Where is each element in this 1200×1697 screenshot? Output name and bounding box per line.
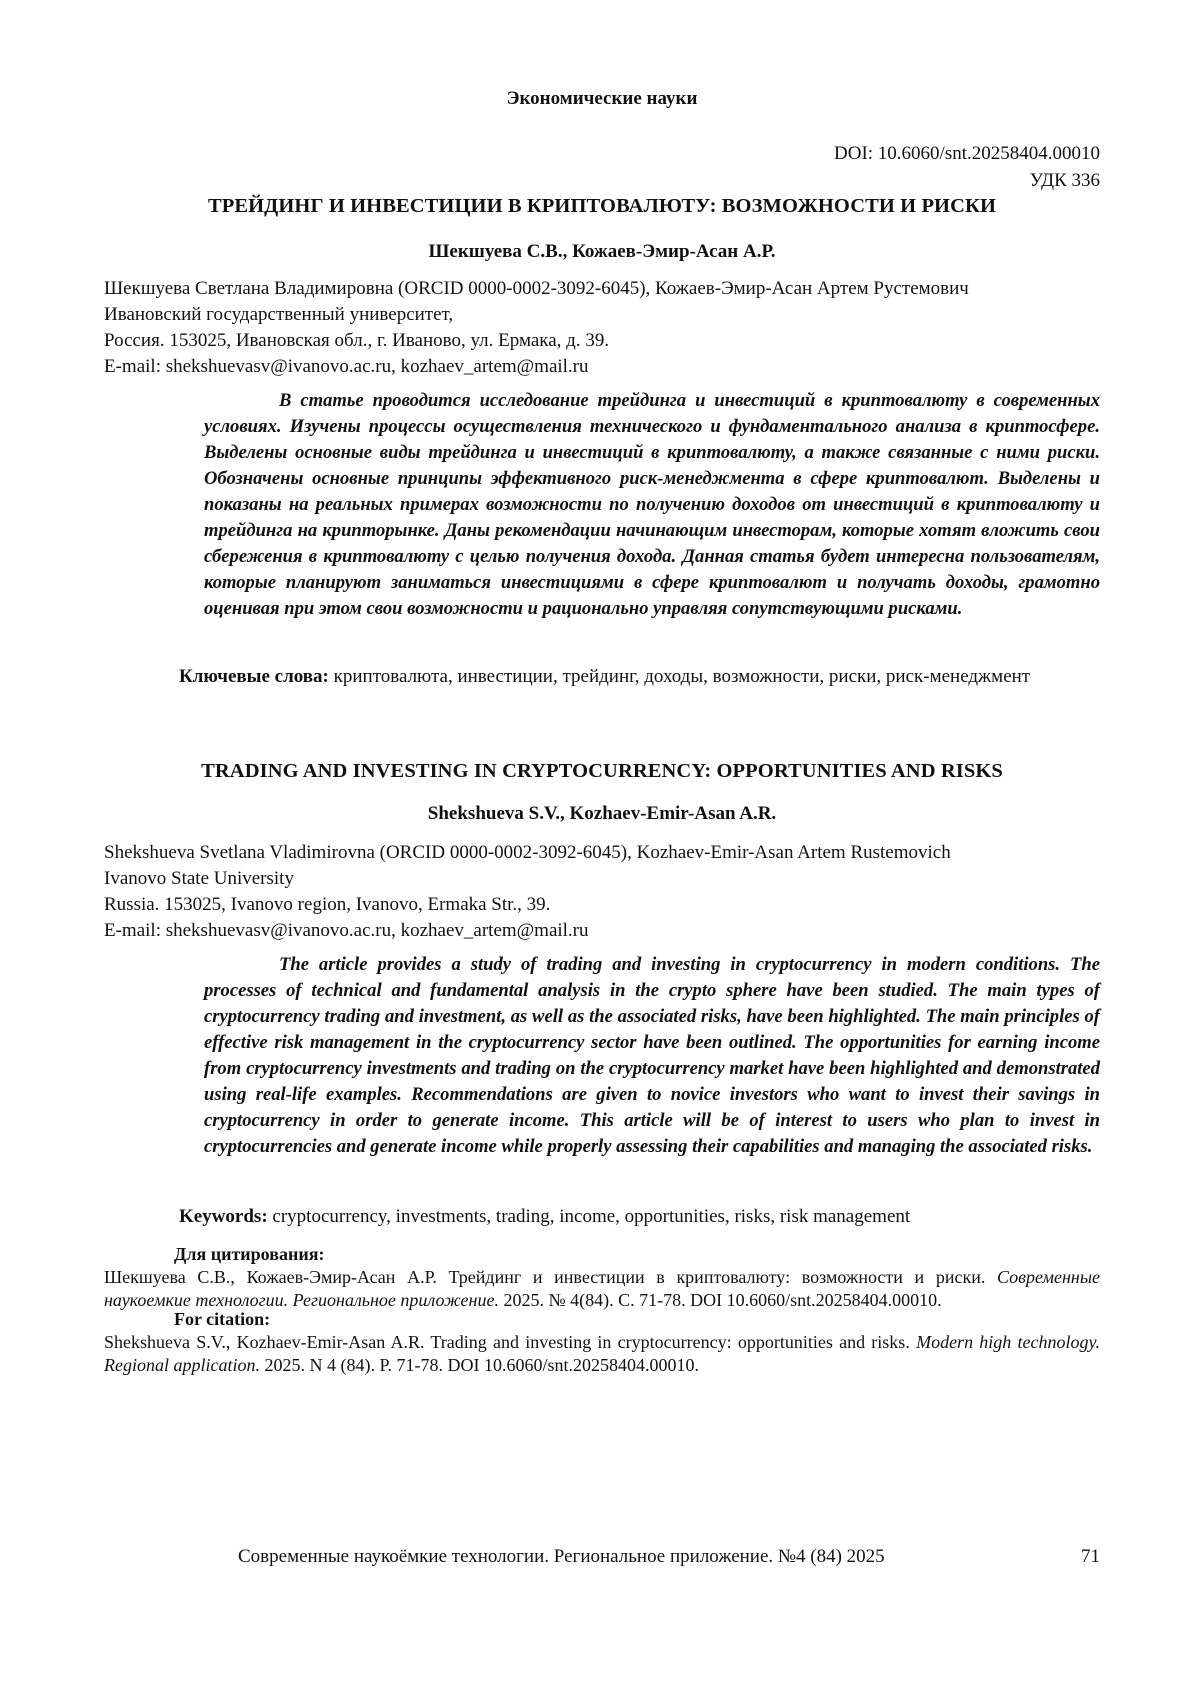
keywords-en: [104, 1204, 1100, 1230]
affiliation-en-email: E-mail: shekshuevasv@ivanovo.ac.ru, kozhaev_artem@mail.ru: [104, 920, 589, 941]
abstract-ru: В статье проводится исследование трейдинга и инвестиций в криптовалюту в современных условиях. Изучены процессы осуществления технического и фундаментального анализа в криптосфере. Выделены основные виды трейдинга и инвестиций в криптовалюту, а также связанные с ними риски. Обозначены основные принципы эффективного риск-менеджмента в сфере криптовалют. Выделены и показаны на реальных примерах возможности по получению доходов от инвестиций в криптовалюту и трейдинга на крипторынке. Даны рекомендации начинающим инвесторам, которые хотят вложить свои сбережения в криптовалюту с целью получения дохода. Данная статья будет интересна пользователям, которые планируют заниматься инвестициями в сфере криптовалют и получать доходы, грамотно оценивая при этом свои возможности и рационально управляя сопутствующими рисками.: [204, 390, 1100, 619]
citation-en-text: Shekshueva S.V., Kozhaev-Emir-Asan A.R. Trading and investing in cryptocurrency: opportunities and risks.: [104, 1332, 910, 1352]
affiliation-ru-line: Шекшуева Светлана Владимировна (ORCID 0000-0002-3092-6045), Кожаев-Эмир-Асан Артем Рустемович: [104, 278, 969, 299]
keywords-ru: [104, 664, 1100, 690]
affiliation-ru: [104, 276, 1100, 380]
doi: DOI: 10.6060/snt.20258404.00010: [834, 143, 1100, 164]
citation-en-label: For citation:: [174, 1309, 271, 1329]
article-identifiers: [834, 140, 1100, 194]
affiliation-en-line: Shekshueva Svetlana Vladimirovna (ORCID 0000-0002-3092-6045), Kozhaev-Emir-Asan Artem Rustemovich: [104, 842, 951, 863]
keywords-en-label: Keywords:: [179, 1206, 268, 1227]
udk: УДК 336: [1029, 170, 1100, 191]
affiliation-ru-line: Ивановский государственный университет,: [104, 304, 454, 325]
section-label: Экономические науки: [506, 88, 698, 109]
authors-en: Shekshueva S.V., Kozhaev-Emir-Asan A.R.: [427, 803, 777, 824]
affiliation-en: [104, 840, 1100, 944]
page-number: 71: [1081, 1546, 1100, 1567]
abstract-en: The article provides a study of trading and investing in cryptocurrency in modern conditions. The processes of technical and fundamental analysis in the crypto sphere have been studied. The main types of cryptocurrency trading and investment, as well as the associated risks, have been highlighted. The main principles of effective risk management in the cryptocurrency sector have been outlined. The opportunities for earning income from cryptocurrency investments and trading on the cryptocurrency market have been highlighted and demonstrated using real-life examples. Recommendations are given to novice investors who want to invest their savings in cryptocurrency in order to generate income. This article will be of interest to users who plan to invest in cryptocurrencies and generate income while properly assessing their capabilities and managing the associated risks.: [204, 954, 1100, 1157]
citation-ru-journal: Современные наукоемкие технологии. Региональное приложение.: [104, 1267, 1100, 1310]
citation-ru: [104, 1266, 1100, 1312]
authors-ru: Шекшуева С.В., Кожаев-Эмир-Асан А.Р.: [428, 241, 776, 262]
affiliation-ru-email: E-mail: shekshuevasv@ivanovo.ac.ru, kozhaev_artem@mail.ru: [104, 356, 589, 377]
keywords-en-list: cryptocurrency, investments, trading, income, opportunities, risks, risk management: [272, 1206, 911, 1227]
title-en: TRADING AND INVESTING IN CRYPTOCURRENCY: OPPORTUNITIES AND RISKS: [201, 760, 1003, 782]
footer-journal: Современные наукоёмкие технологии. Региональное приложение. №4 (84) 2025: [238, 1546, 885, 1567]
keywords-ru-label: Ключевые слова:: [179, 666, 329, 687]
affiliation-ru-line: Россия. 153025, Ивановская обл., г. Иваново, ул. Ермака, д. 39.: [104, 330, 610, 351]
citation-ru-label: Для цитирования:: [174, 1244, 325, 1264]
article-page: [104, 0, 1100, 1697]
affiliation-en-line: Ivanovo State University: [104, 868, 294, 889]
citation-en: [104, 1331, 1100, 1377]
citation-en-journal: Modern high technology. Regional application.: [104, 1332, 1101, 1375]
citation-en-tail: 2025. N 4 (84). P. 71-78. DOI 10.6060/snt.20258404.00010.: [264, 1355, 699, 1375]
citation-ru-text: Шекшуева С.В., Кожаев-Эмир-Асан А.Р. Трейдинг и инвестиции в криптовалюту: возможности и риски.: [104, 1267, 986, 1287]
citation-ru-tail: 2025. № 4(84). С. 71-78. DOI 10.6060/snt.20258404.00010.: [503, 1290, 942, 1310]
keywords-ru-list: криптовалюта, инвестиции, трейдинг, доходы, возможности, риски, риск-менеджмент: [333, 666, 1031, 687]
title-ru: ТРЕЙДИНГ И ИНВЕСТИЦИИ В КРИПТОВАЛЮТУ: ВОЗМОЖНОСТИ И РИСКИ: [207, 195, 997, 217]
affiliation-en-line: Russia. 153025, Ivanovo region, Ivanovo, Ermaka Str., 39.: [104, 894, 551, 915]
